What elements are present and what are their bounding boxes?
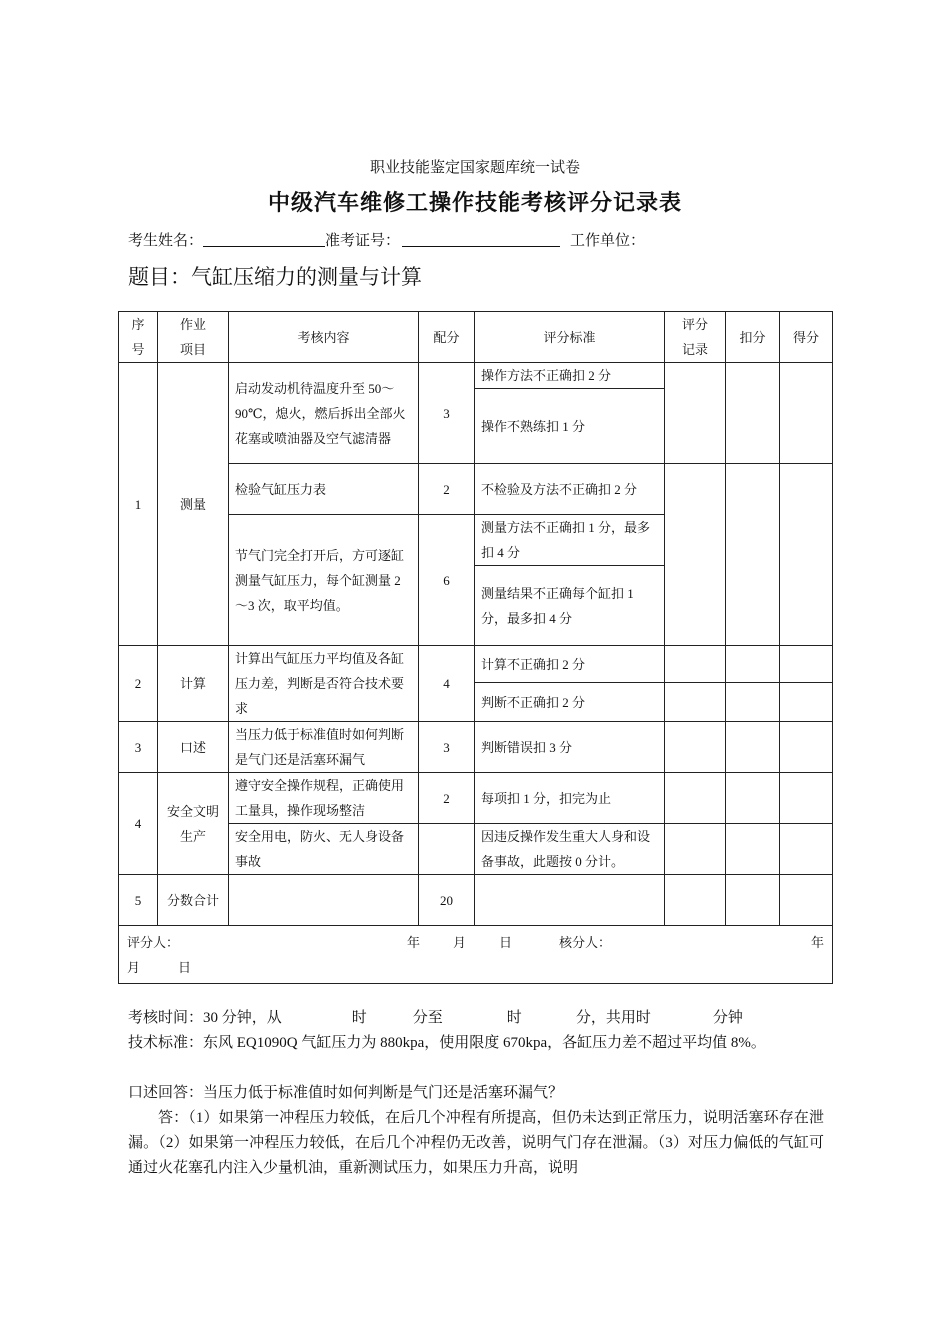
row5-content (229, 875, 419, 926)
row1-criteria-1a: 操作方法不正确扣 2 分 (475, 363, 665, 389)
row3-score (780, 722, 833, 773)
row1-item: 测量 (158, 363, 229, 646)
scorer-month: 月 (453, 934, 467, 950)
exam-time-line (128, 1006, 824, 1031)
checker-label: 核分人： (559, 934, 612, 950)
row1-content-2: 检验气缸压力表 (229, 464, 419, 515)
row1-criteria-3a: 测量方法不正确扣 1 分，最多扣 4 分 (475, 515, 665, 566)
id-blank (402, 231, 560, 247)
header-criteria: 评分标准 (475, 312, 665, 363)
row4-criteria-2: 因违反操作发生重大人身和设备事故，此题按 0 分计。 (475, 824, 665, 875)
row2-criteria-b: 判断不正确扣 2 分 (475, 683, 665, 722)
table-row (119, 875, 833, 926)
row2-record-a (665, 646, 726, 683)
header-points: 配分 (419, 312, 475, 363)
row1-record-2 (665, 464, 726, 646)
checker-year: 年 (810, 934, 824, 950)
row1-score-1 (780, 363, 833, 464)
row4-score-1 (780, 773, 833, 824)
scorer-year: 年 (407, 934, 421, 950)
row5-score (780, 875, 833, 926)
row3-deduct (726, 722, 780, 773)
header-deduct: 扣分 (726, 312, 780, 363)
row3-seq: 3 (119, 722, 158, 773)
form-title: 中级汽车维修工操作技能考核评分记录表 (267, 190, 682, 215)
id-label: 准考证号： (325, 233, 401, 249)
row3-content: 当压力低于标准值时如何判断是气门还是活塞环漏气 (229, 722, 419, 773)
signature-cell (119, 926, 833, 984)
row2-deduct-b (726, 683, 780, 722)
row3-criteria: 判断错误扣 3 分 (475, 722, 665, 773)
row2-score-b (780, 683, 833, 722)
row4-record-2 (665, 824, 726, 875)
row4-deduct-1 (726, 773, 780, 824)
time-minute2: 分，共用时 (575, 1010, 651, 1026)
row4-content-2: 安全用电，防火、无人身设备事故 (229, 824, 419, 875)
row1-points-3: 6 (419, 515, 475, 646)
unit-label: 工作单位： (570, 233, 646, 249)
row2-record-b (665, 683, 726, 722)
name-blank (203, 231, 325, 247)
row1-record-1 (665, 363, 726, 464)
row1-points-1: 3 (419, 363, 475, 464)
time-hour2: 时 (506, 1010, 522, 1026)
row5-points: 20 (419, 875, 475, 926)
time-total: 分钟 (712, 1010, 743, 1026)
row2-content: 计算出气缸压力平均值及各缸压力差，判断是否符合技术要求 (229, 646, 419, 722)
row2-criteria-a: 计算不正确扣 2 分 (475, 646, 665, 683)
exam-subtitle: 职业技能鉴定国家题库统一试卷 (369, 160, 580, 176)
checker-month: 月 (127, 959, 141, 975)
row1-content-3: 节气门完全打开后，方可逐缸测量气缸压力，每个缸测量 2～3 次，取平均值。 (229, 515, 419, 646)
header-item: 作业 项目 (158, 312, 229, 363)
time-label: 考核时间：30 分钟，从 (128, 1010, 282, 1026)
row4-deduct-2 (726, 824, 780, 875)
row4-content-1: 遵守安全操作规程，正确使用工量具，操作现场整洁 (229, 773, 419, 824)
checker-day: 日 (178, 959, 192, 975)
row1-deduct-1 (726, 363, 780, 464)
table-row (119, 773, 833, 824)
table-row (119, 363, 833, 389)
row1-criteria-1b: 操作不熟练扣 1 分 (475, 389, 665, 464)
header-record: 评分 记录 (665, 312, 726, 363)
time-minute: 分至 (412, 1010, 443, 1026)
name-label: 考生姓名： (128, 233, 204, 249)
header-content: 考核内容 (229, 312, 419, 363)
table-row (119, 722, 833, 773)
row4-score-2 (780, 824, 833, 875)
row1-criteria-2: 不检验及方法不正确扣 2 分 (475, 464, 665, 515)
row1-seq: 1 (119, 363, 158, 646)
oral-answer: 答：（1）如果第一冲程压力较低，在后几个冲程有所提高，但仍未达到正常压力，说明活塞环存在泄漏。（2）如果第一冲程压力较低，在后几个冲程仍无改善，说明气门存在泄漏。（3）对压力偏低的气缸可通过火花塞孔内注入少量机油，重新测试压力，如果压力升高，说明 (128, 1110, 824, 1176)
header-score: 得分 (780, 312, 833, 363)
row1-deduct-2 (726, 464, 780, 646)
row4-item: 安全文明生产 (158, 773, 229, 875)
row5-deduct (726, 875, 780, 926)
scorer-label: 评分人： (127, 934, 180, 950)
row1-score-2 (780, 464, 833, 646)
row3-points: 3 (419, 722, 475, 773)
row2-score-a (780, 646, 833, 683)
oral-question: 口述回答：当压力低于标准值时如何判断是气门还是活塞环漏气？ (128, 1085, 564, 1101)
row1-points-2: 2 (419, 464, 475, 515)
header-seq: 序 号 (119, 312, 158, 363)
table-header-row (119, 312, 833, 363)
row5-criteria (475, 875, 665, 926)
scorer-day: 日 (499, 934, 513, 950)
row2-item: 计算 (158, 646, 229, 722)
row2-deduct-a (726, 646, 780, 683)
signature-row (119, 926, 833, 984)
technical-standard: 技术标准：东风 EQ1090Q 气缸压力为 880kpa，使用限度 670kpa，各缸压力差不超过平均值 8%。 (128, 1035, 766, 1051)
row4-seq: 4 (119, 773, 158, 875)
row4-criteria-1: 每项扣 1 分，扣完为止 (475, 773, 665, 824)
row1-content-1: 启动发动机待温度升至 50～90℃，熄火，燃后拆出全部火花塞或喷油器及空气滤清器 (229, 363, 419, 464)
row4-points-2 (419, 824, 475, 875)
row5-record (665, 875, 726, 926)
row3-record (665, 722, 726, 773)
time-hour: 时 (351, 1010, 367, 1026)
row1-criteria-3b: 测量结果不正确每个缸扣 1 分，最多扣 4 分 (475, 566, 665, 646)
row2-points: 4 (419, 646, 475, 722)
row5-seq: 5 (119, 875, 158, 926)
row2-seq: 2 (119, 646, 158, 722)
table-row (119, 646, 833, 683)
candidate-info-row (128, 229, 645, 250)
row5-item: 分数合计 (158, 875, 229, 926)
row3-item: 口述 (158, 722, 229, 773)
topic-title: 题目：气缸压缩力的测量与计算 (128, 265, 422, 289)
row4-points: 2 (419, 773, 475, 824)
score-table (118, 311, 833, 984)
row4-record-1 (665, 773, 726, 824)
